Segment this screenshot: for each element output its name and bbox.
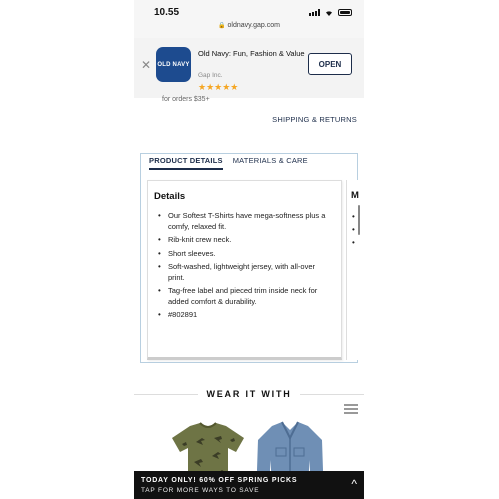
url-text: oldnavy.gap.com <box>227 22 280 29</box>
list-item: • Short sleeves. <box>154 249 332 260</box>
list-item: • Rib-knit crew neck. <box>154 235 332 246</box>
promo-subline: TAP FOR MORE WAYS TO SAVE <box>141 487 260 494</box>
divider <box>300 394 364 395</box>
promo-bar[interactable] <box>134 471 364 499</box>
product-tabs <box>149 156 308 170</box>
product-details-module <box>140 153 358 363</box>
materials-panel-peek[interactable] <box>346 180 364 360</box>
details-panel <box>147 180 342 360</box>
partially-hidden-text: for orders $35+ <box>162 96 210 103</box>
hamburger-menu-icon[interactable] <box>344 404 358 416</box>
status-bar <box>134 0 364 38</box>
tab-materials-care[interactable]: MATERIALS & CARE <box>232 156 308 165</box>
cell-signal-icon <box>309 9 320 16</box>
promo-headline: TODAY ONLY! 60% OFF SPRING PICKS <box>141 477 298 484</box>
close-icon[interactable]: ✕ <box>141 58 152 72</box>
wifi-icon <box>324 9 334 16</box>
details-list <box>154 211 332 324</box>
materials-bullets-partial: • • • <box>352 212 355 247</box>
list-item: • Tag-free label and pieced trim inside neck for added comfort & durability. <box>154 286 332 307</box>
app-name: Old Navy: Fun, Fashion & Value <box>198 49 305 58</box>
open-app-button[interactable]: OPEN <box>308 53 352 75</box>
status-icons <box>309 9 352 16</box>
address-bar[interactable] <box>134 22 364 29</box>
wear-it-with-header <box>134 387 364 401</box>
list-item: • Soft-washed, lightweight jersey, with all-over print. <box>154 262 332 283</box>
app-developer: Gap Inc. <box>198 72 223 79</box>
lock-icon: 🔒 <box>218 23 226 29</box>
list-item: • Our Softest T-Shirts have mega-softness plus a comfy, relaxed fit. <box>154 211 332 232</box>
divider <box>134 394 198 395</box>
details-heading: Details <box>154 191 186 202</box>
phone-screen <box>134 0 364 499</box>
tab-product-details[interactable]: PRODUCT DETAILS <box>149 156 223 170</box>
section-title: WEAR IT WITH <box>206 389 292 399</box>
app-icon[interactable]: OLD NAVY <box>156 47 191 82</box>
app-install-banner <box>134 38 364 98</box>
battery-icon <box>338 9 352 16</box>
shipping-returns-link[interactable]: SHIPPING & RETURNS <box>272 115 357 124</box>
clock: 10.55 <box>154 7 180 18</box>
list-item: • #802891 <box>154 310 332 321</box>
star-rating: ★★★★★ <box>198 82 239 92</box>
materials-heading-partial: M <box>351 190 359 201</box>
chevron-up-icon[interactable]: ^ <box>351 477 357 491</box>
scrollbar[interactable] <box>358 205 360 235</box>
